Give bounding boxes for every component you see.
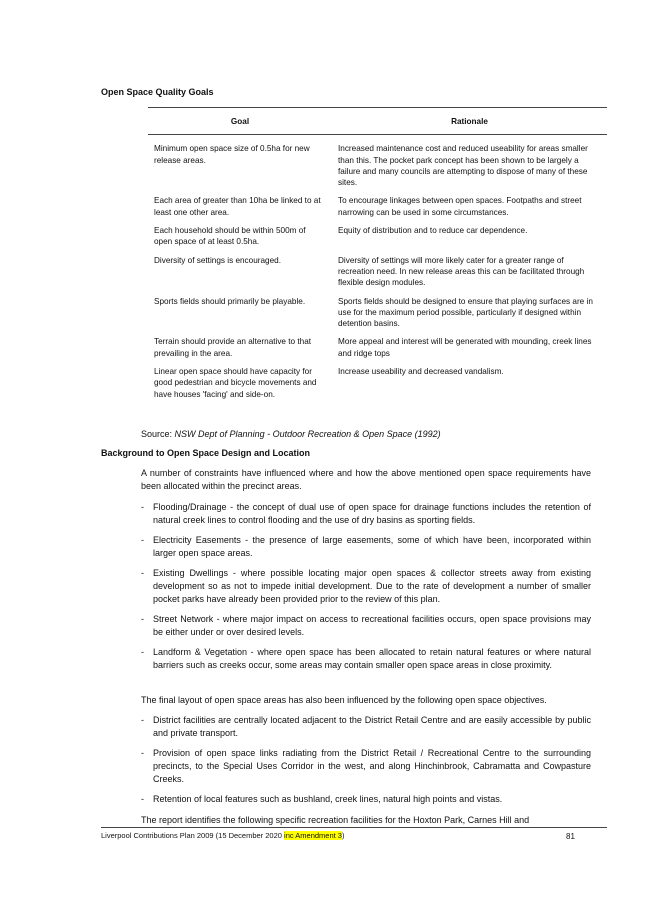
bullet-dash: - <box>141 748 144 758</box>
bullet-dash: - <box>141 794 144 804</box>
rationale-cell: More appeal and interest will be generated with mounding, creek lines and ridge tops <box>338 337 592 358</box>
quality-goals-table <box>148 107 607 403</box>
rationale-cell: Sports fields should be designed to ensure that playing surfaces are in use for the maximum period possible, particularly if designed within detention basins. <box>338 296 593 329</box>
bullet-dash: - <box>141 647 144 657</box>
footer-text: Liverpool Contributions Plan 2009 (15 December 2020 <box>101 831 285 840</box>
list-item-text: Retention of local features such as bushland, creek lines, natural high points and vistas. <box>153 794 503 804</box>
list-item-text: Landform & Vegetation - where open space has been allocated to retain natural features or where natural barriers such as creeks occur, some areas may contain smaller open space areas in close proximity. <box>153 647 591 670</box>
footer-amendment-highlight: inc Amendment 3 <box>284 831 342 840</box>
list-item <box>141 714 591 740</box>
bullet-dash: - <box>141 715 144 725</box>
column-header-goal: Goal <box>148 108 332 135</box>
goal-cell: Terrain should provide an alternative to that prevailing in the area. <box>154 337 312 358</box>
closing-paragraph: The report identifies the following specific recreation facilities for the Hoxton Park, Carnes Hill and <box>141 815 530 825</box>
section-heading-background: Background to Open Space Design and Location <box>101 448 311 458</box>
rationale-cell: Diversity of settings will more likely cater for a greater range of recreation need. In new release areas this can be facilitated through flexible design modules. <box>338 255 585 288</box>
table-row <box>148 221 607 251</box>
bullet-dash: - <box>141 535 144 545</box>
column-header-rationale: Rationale <box>332 108 607 135</box>
bullet-dash: - <box>141 568 144 578</box>
intro-paragraph: A number of constraints have influenced where and how the above mentioned open space requirements have been allocated within the precinct areas. <box>141 468 591 491</box>
footer-divider <box>101 827 607 828</box>
list-item <box>141 567 591 606</box>
source-title: NSW Dept of Planning - Outdoor Recreation & Open Space (1992) <box>174 429 441 439</box>
list-item <box>141 534 591 560</box>
constraints-list <box>141 501 591 672</box>
list-item <box>141 613 591 639</box>
table-row <box>148 135 607 192</box>
table-row <box>148 251 607 292</box>
table-row <box>148 191 607 221</box>
goal-cell: Each area of greater than 10ha be linked to at least one other area. <box>154 196 321 217</box>
section-heading-quality-goals: Open Space Quality Goals <box>101 87 214 97</box>
list-item-text: Provision of open space links radiating from the District Retail / Recreational Centre to the surrounding precincts, to the Special Uses Corridor in the west, and along Hinchinbrook, Cabramatta and Cowpasture Creeks. <box>153 748 591 784</box>
rationale-cell: To encourage linkages between open spaces. Footpaths and street narrowing can be used in some circumstances. <box>338 196 582 217</box>
list-item-text: District facilities are centrally located adjacent to the District Retail Centre and are easily accessible by public and private transport. <box>153 715 591 738</box>
list-item-text: Electricity Easements - the presence of large easements, some of which have been, incorporated within larger open space areas. <box>153 535 591 558</box>
goal-cell: Sports fields should primarily be playable. <box>154 296 306 306</box>
footer-document-title <box>101 831 344 840</box>
table-source <box>141 429 441 439</box>
goal-cell: Linear open space should have capacity for good pedestrian and bicycle movements and have houses 'facing' and side-on. <box>154 367 317 399</box>
page-number: 81 <box>566 832 575 841</box>
goal-cell: Diversity of settings is encouraged. <box>154 255 281 265</box>
rationale-cell: Equity of distribution and to reduce car dependence. <box>338 226 528 236</box>
objectives-list <box>141 714 591 806</box>
list-item-text: Street Network - where major impact on access to recreational facilities occurs, open space provisions may be either under or over desired levels. <box>153 614 591 637</box>
footer-close: ) <box>341 831 345 840</box>
list-item <box>141 793 591 806</box>
list-item-text: Flooding/Drainage - the concept of dual use of open space for drainage functions includes the retention of natural creek lines to control flooding and the use of dry basins as sporting fields. <box>153 502 591 525</box>
goal-cell: Each household should be within 500m of open space of at least 0.5ha. <box>154 226 306 247</box>
bullet-dash: - <box>141 502 144 512</box>
goal-cell: Minimum open space size of 0.5ha for new release areas. <box>154 144 310 165</box>
list-item <box>141 501 591 527</box>
rationale-cell: Increased maintenance cost and reduced useability for areas smaller than this. The pocket park concept has been shown to be largely a failure and many councils are attempting to dispose of many of these sites. <box>338 144 588 188</box>
objectives-intro: The final layout of open space areas has also been influenced by the following open space objectives. <box>141 695 547 705</box>
source-prefix: Source: <box>141 429 175 439</box>
table-header-row <box>148 108 607 135</box>
list-item <box>141 747 591 786</box>
rationale-cell: Increase useability and decreased vandalism. <box>338 367 504 377</box>
list-item <box>141 646 591 672</box>
table-row <box>148 292 607 333</box>
table-row <box>148 362 607 403</box>
table-row <box>148 332 607 362</box>
bullet-dash: - <box>141 614 144 624</box>
list-item-text: Existing Dwellings - where possible locating major open spaces & collector streets away from existing development so as not to impede initial development. Due to the rate of development a number of smaller pocket parks have already been provided prior to the review of this plan. <box>153 568 591 604</box>
